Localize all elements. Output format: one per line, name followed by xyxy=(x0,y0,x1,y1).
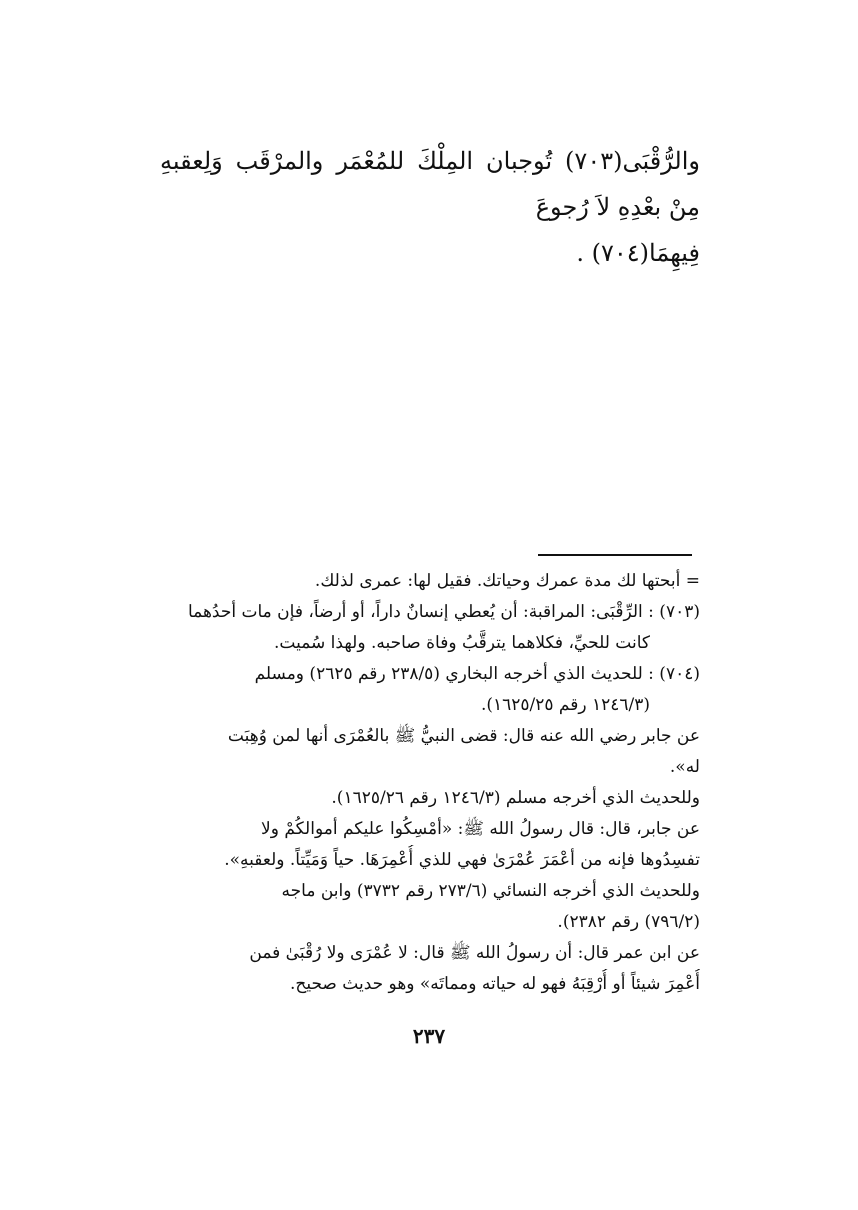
page-number: ٢٣٧ xyxy=(412,1024,446,1048)
footnote-line: كانت للحيِّ، فكلاهما يترقَّبُ وفاة صاحبه. ولهذا سُميت. xyxy=(273,633,650,653)
footnote-line: عن جابر، قال: قال رسولُ الله ﷺ: «أمْسِكُوا عليكم أموالكُمْ ولا xyxy=(261,819,700,839)
footnote-line: له». xyxy=(669,757,700,777)
footnote-703: (٧٠٣) : الرِّقْبَى: المراقبة: أن يُعطي إنسانٌ داراً، أو أرضاً، فإن مات أحدُهما xyxy=(187,602,700,622)
footnote-line: عن ابن عمر قال: أن رسولُ الله ﷺ قال: لا عُمْرَى ولا رُقْبَىٰ فمن xyxy=(249,943,700,963)
footnote-line: تفسِدُوها فإنه من أعْمَرَ عُمْرَىٰ فهي للذي أُعْمِرَهَا. حياً وَمَيِّتاً. ولعقبهِ». xyxy=(224,850,700,870)
footnotes xyxy=(160,566,700,1000)
footnote-line: عن جابر رضي الله عنه قال: قضى النبيُّ ﷺ بالعُمْرَى أنها لمن وُهِبَت xyxy=(227,726,700,746)
main-text xyxy=(160,138,700,276)
footnote-line: وللحديث الذي أخرجه مسلم (١٢٤٦/٣ رقم ١٦٢٥/٢٦). xyxy=(331,788,700,808)
footnote-line: (٧٩٦/٢) رقم ٢٣٨٢). xyxy=(557,912,700,932)
footnote-line: = أبحتها لك مدة عمرك وحياتك. فقيل لها: عمرى لذلك. xyxy=(314,571,700,591)
footnote-separator xyxy=(538,554,692,556)
footnote-line: أُعْمِرَ شيئاً أو أُرْقِبَهُ فهو له حياته ومماتَه» وهو حديث صحيح. xyxy=(289,974,700,994)
footnote-line: وللحديث الذي أخرجه النسائي (٢٧٣/٦ رقم ٣٧٣٢) وابن ماجه xyxy=(281,881,700,901)
main-text-line: والرُّقْبَى(٧٠٣) تُوجبان المِلْكَ للمُعْمَر والمرْقَب وَلِعقبهِ مِنْ بعْدِهِ لاَ رُجوعَ xyxy=(160,147,700,221)
main-text-line: فِيهِمَا(٧٠٤) . xyxy=(576,239,700,267)
footnote-704: (٧٠٤) : للحديث الذي أخرجه البخاري (٢٣٨/٥ رقم ٢٦٢٥) ومسلم xyxy=(254,664,700,684)
footnote-line: (١٢٤٦/٣ رقم ١٦٢٥/٢٥). xyxy=(480,695,650,715)
